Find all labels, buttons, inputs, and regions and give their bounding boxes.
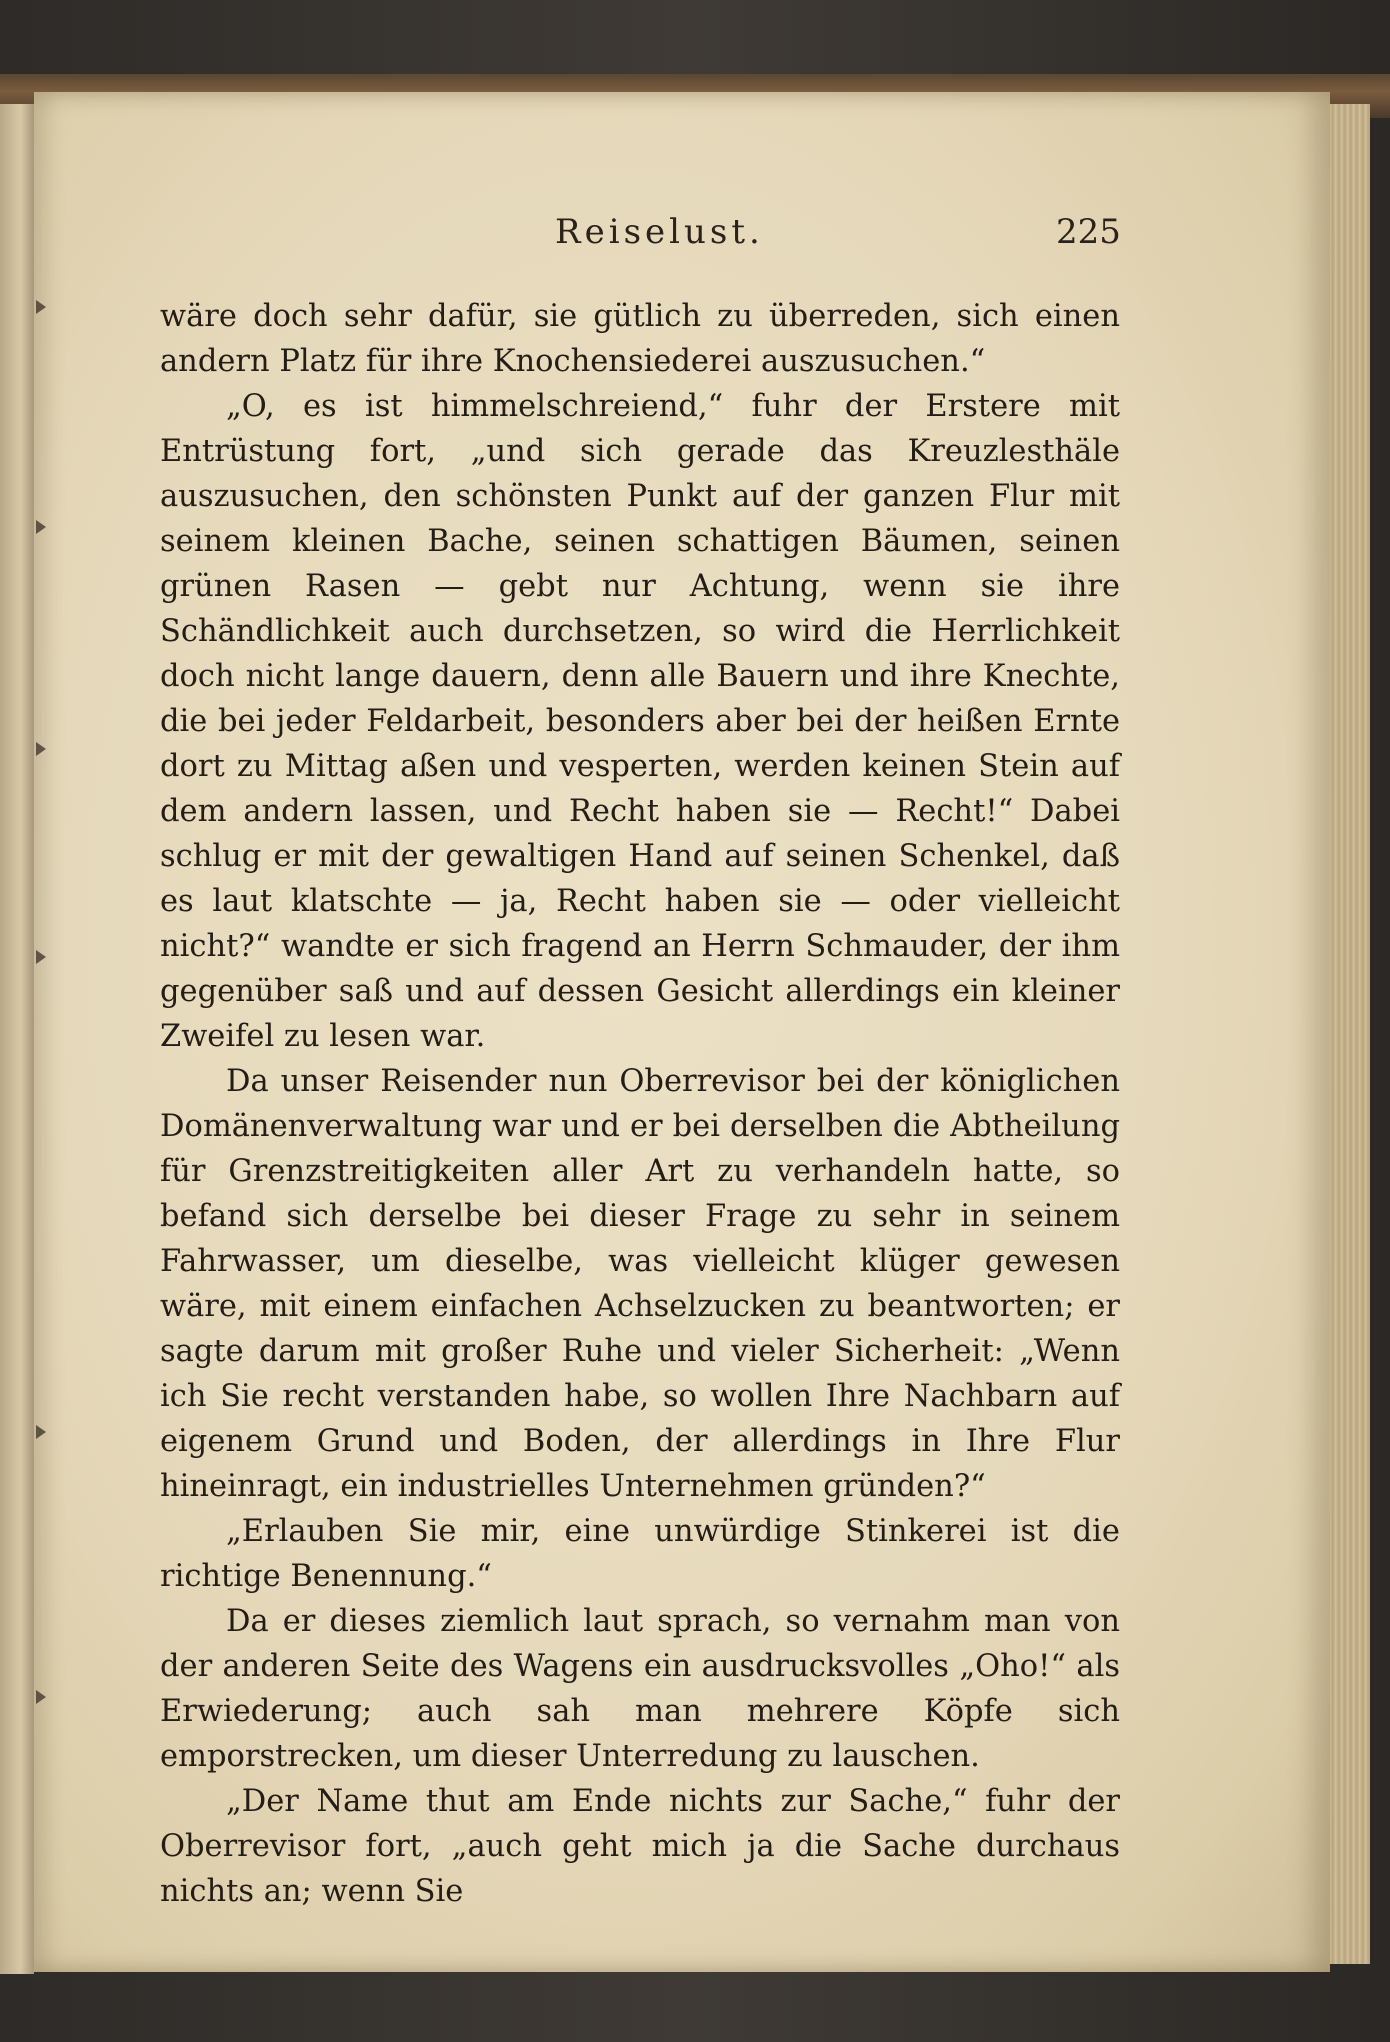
paragraph: wäre doch sehr dafür, sie gütlich zu überreden, sich einen andern Platz für ihre Knochensiederei auszusuchen.“ xyxy=(160,299,1120,379)
facing-page-edge xyxy=(0,104,34,1974)
running-head-title: Reiselust. xyxy=(555,212,764,252)
paragraph: Da unser Reisender nun Oberrevisor bei der königlichen Domänenverwaltung war und er bei derselben die Abtheilung für Grenzstreitigkeiten aller Art zu verhandeln hatte, so befand sich derselbe bei dieser Frage zu sehr in seinem Fahrwasser, um dieselbe, was vielleicht klüger gewesen wäre, mit einem einfachen Achselzucken zu beantworten; er sagte darum mit großer Ruhe und vieler Sicherheit: „Wenn ich Sie recht verstanden habe, so wollen Ihre Nachbarn auf eigenem Grund und Boden, der allerdings in Ihre Flur hineinragt, ein industrielles Unternehmen gründen?“ xyxy=(160,1064,1120,1504)
paragraph: Da er dieses ziemlich laut sprach, so vernahm man von der anderen Seite des Wagens ein ausdrucksvolles „Oho!“ als Erwiederung; auch sah man mehrere Köpfe sich emporstrecken, um dieser Unterredung zu lauschen. xyxy=(160,1604,1120,1774)
paragraph: „Erlauben Sie mir, eine unwürdige Stinkerei ist die richtige Benennung.“ xyxy=(160,1514,1120,1594)
body-text xyxy=(160,294,1120,1914)
running-head xyxy=(0,212,1390,262)
page-number: 225 xyxy=(1056,212,1121,252)
paragraph: „O, es ist himmelschreiend,“ fuhr der Erstere mit Entrüstung fort, „und sich gerade das Kreuzlesthäle auszusuchen, den schönsten Punkt auf der ganzen Flur mit seinem kleinen Bache, seinen schattigen Bäumen, seinen grünen Rasen — gebt nur Achtung, wenn sie ihre Schändlichkeit auch durchsetzen, so wird die Herrlichkeit doch nicht lange dauern, denn alle Bauern und ihre Knechte, die bei jeder Feldarbeit, besonders aber bei der heißen Ernte dort zu Mittag aßen und vesperten, werden keinen Stein auf dem andern lassen, und Recht haben sie — Recht!“ Dabei schlug er mit der gewaltigen Hand auf seinen Schenkel, daß es laut klatschte — ja, Recht haben sie — oder vielleicht nicht?“ wandte er sich fragend an Herrn Schmauder, der ihm gegenüber saß und auf dessen Gesicht allerdings ein kleiner Zweifel zu lesen war. xyxy=(160,389,1120,1054)
page-stack-edge xyxy=(1330,104,1370,1964)
paragraph: „Der Name thut am Ende nichts zur Sache,“ fuhr der Oberrevisor fort, „auch geht mich ja die Sache durchaus nichts an; wenn Sie xyxy=(160,1784,1120,1909)
